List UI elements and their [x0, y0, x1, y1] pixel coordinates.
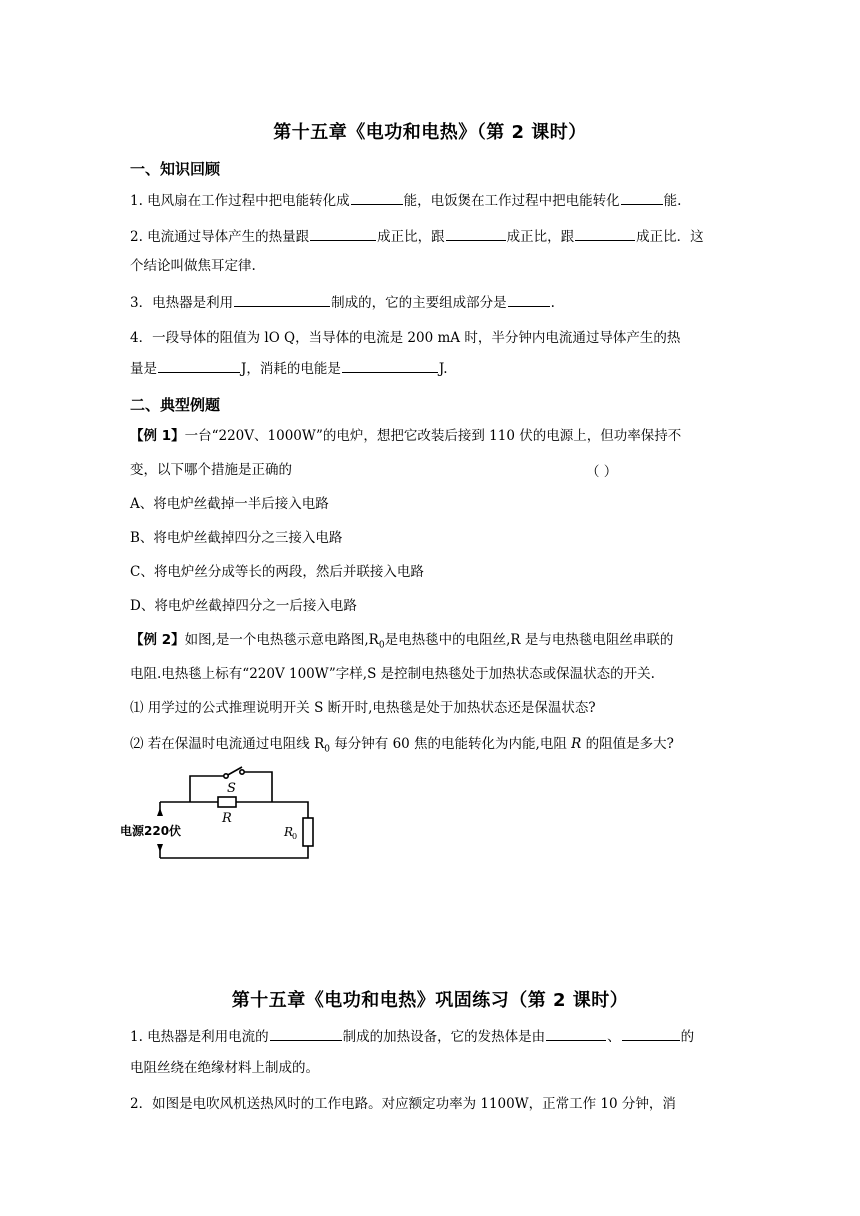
option-a: A、将电炉丝截掉一半后接入电路	[130, 496, 329, 512]
practice-question-2: 2．如图是电吹风机送热风时的工作电路。对应额定功率为 1100W，正常工作 10 分钟，消	[130, 1096, 676, 1112]
example-1-text-cont: 变，以下哪个措施是正确的	[130, 462, 292, 478]
switch-label: S	[227, 781, 236, 796]
question-3: 3．电热器是利用 制成的，它的主要组成部分是 .	[130, 292, 730, 313]
answer-blank[interactable]	[621, 190, 663, 205]
example-2-text-cont: 电阻.电热毯上标有“220V 100W”字样,S 是控制电热毯处于加热状态或保温状态的开关.	[130, 666, 655, 682]
answer-blank[interactable]	[310, 226, 376, 241]
answer-blank[interactable]	[351, 190, 403, 205]
answer-blank[interactable]	[342, 358, 438, 373]
answer-blank[interactable]	[546, 1026, 606, 1041]
example-1-text: 【例 1】一台“220V、1000W”的电炉，想把它改装后接到 110 伏的电源上，但功率保持不	[130, 428, 682, 444]
power-source-label: 电源220伏	[120, 824, 182, 838]
example-2-text: 【例 2】如图,是一个电热毯示意电路图$,R_0$是电热毯中的电阻丝,R 是与电热毯电阻丝串联的	[130, 632, 674, 651]
r0-subscript: 0	[292, 832, 298, 841]
option-d: D、将电炉丝截掉四分之一后接入电路	[130, 598, 357, 614]
answer-blank[interactable]	[234, 292, 330, 307]
section-examples-heading: 二、典型例题	[130, 396, 221, 414]
answer-blank[interactable]	[158, 358, 240, 373]
heating-blanket-circuit-diagram	[118, 762, 318, 872]
example-2-part-2: ⑵ 若在保温时电流通过电阻线 $R_0$ 每分钟有 60 焦的电能转化为内能,电阻 R 的阻值是多大?	[130, 736, 674, 755]
lesson-title: 第十五章《电功和电热》（第 2 课时）	[273, 122, 587, 143]
practice-question-1: 1. 电热器是利用电流的 制成的加热设备，它的发热体是由 、 的	[130, 1026, 730, 1047]
example-2-part-1: ⑴ 用学过的公式推理说明开关 S 断开时,电热毯是处于加热状态还是保温状态?	[130, 700, 596, 716]
question-4-cont: 量是 J，消耗的电能是 J.	[130, 358, 730, 379]
section-review-heading: 一、知识回顾	[130, 160, 221, 178]
option-c: C、将电炉丝分成等长的两段，然后并联接入电路	[130, 564, 424, 580]
practice-question-1-cont: 电阻丝绕在绝缘材料上制成的。	[130, 1060, 319, 1076]
answer-blank[interactable]	[446, 226, 506, 241]
option-b: B、将电炉丝截掉四分之三接入电路	[130, 530, 343, 546]
question-2-cont: 个结论叫做焦耳定律.	[130, 258, 256, 274]
question-1: 1. 电风扇在工作过程中把电能转化成 能，电饭煲在工作过程中把电能转化 能.	[130, 190, 730, 211]
answer-blank[interactable]	[575, 226, 635, 241]
question-4: 4．一段导体的阻值为 lO Q，当导体的电流是 200 mA 时，半分钟内电流通过导体产生的热	[130, 330, 681, 346]
answer-parentheses[interactable]: （ ）	[586, 464, 618, 480]
answer-blank[interactable]	[508, 292, 550, 307]
answer-blank[interactable]	[622, 1026, 680, 1041]
answer-blank[interactable]	[270, 1026, 342, 1041]
practice-title: 第十五章《电功和电热》巩固练习（第 2 课时）	[231, 990, 629, 1011]
question-2: 2. 电流通过导体产生的热量跟 成正比，跟 成正比，跟 成正比．这	[130, 226, 730, 247]
resistor-label: R	[222, 811, 232, 826]
r0-label: R	[284, 825, 294, 839]
